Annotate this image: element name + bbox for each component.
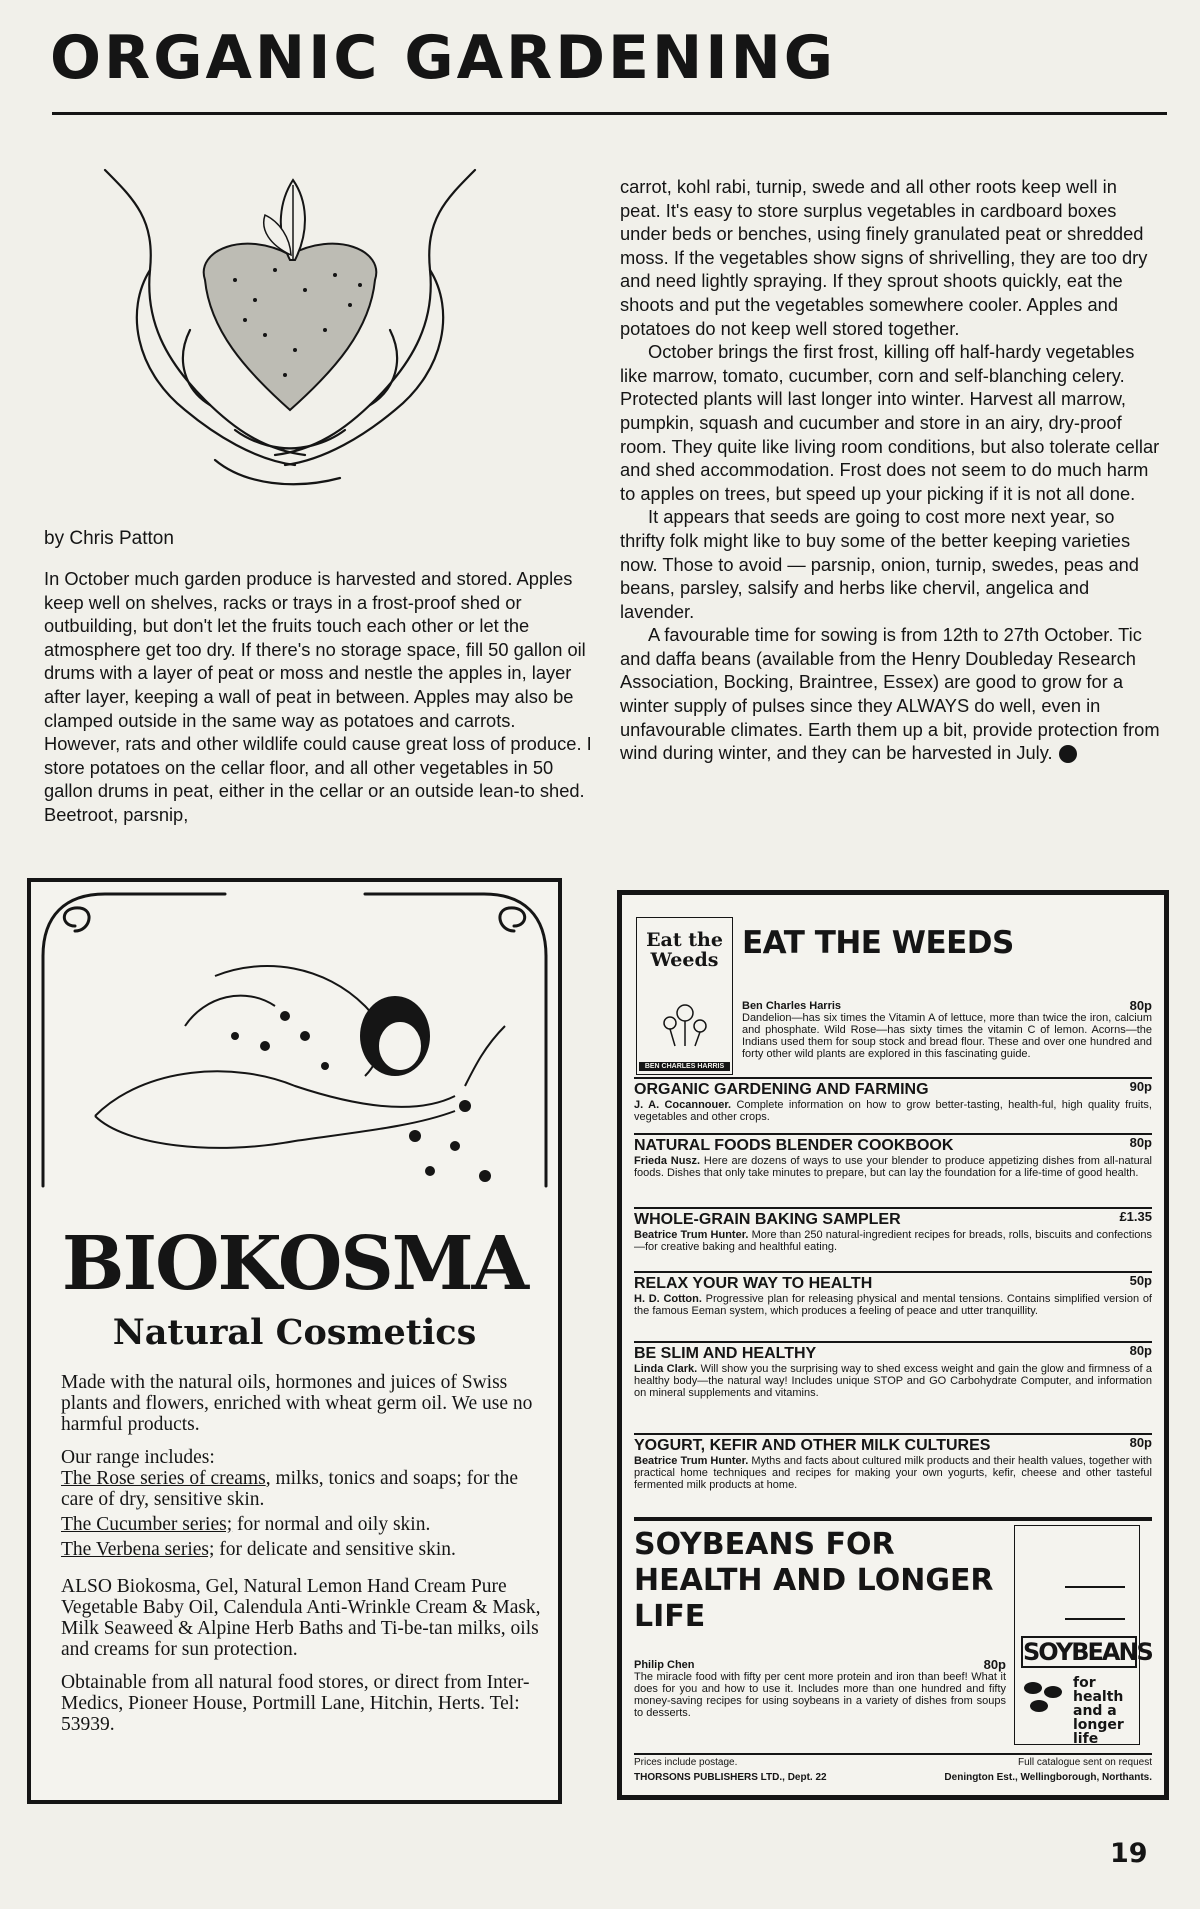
book-listing (634, 1345, 1152, 1399)
divider (634, 1341, 1152, 1343)
article-paragraph: October brings the first frost, killing off half-hardy vegetables like marrow, tomato, cucumber, corn and self-blanching celery. Protected plants will last longer into winter. Harvest all marrow, pumpkin, squash and cucumber and store in an airy, dry-proof room. They quite like living room conditions, but also tolerate cellar and shed accommodation. Frost does not seem to do much harm to apples on trees, but speed up your picking if it is not all done. (620, 341, 1160, 504)
publisher-address: Denington Est., Wellingborough, Northants. (944, 1772, 1152, 1783)
soybean-icon (1021, 1676, 1071, 1716)
soybeans-cover (1014, 1525, 1152, 1747)
publisher-name: THORSONS PUBLISHERS LTD., Dept. 22 (634, 1772, 827, 1783)
cover-author: BEN CHARLES HARRIS (639, 1062, 730, 1071)
book-description: Myths and facts about cultured milk products and their health values, together with practical home techniques and recipes for making your own yogurts, kefir, cheese and other tasteful fermented milk products at home. (634, 1455, 1152, 1491)
book-author: J. A. Cocannouer. (634, 1099, 732, 1111)
book-price: 80p (983, 1657, 1006, 1672)
book-listing (634, 1437, 1152, 1491)
book-price: 50p (1129, 1273, 1152, 1288)
book-price: £1.35 (1119, 1209, 1152, 1224)
book-description: Dandelion—has six times the Vitamin A of lettuce, more than twice the iron, calcium and phosphate. Wild Rose—has sixty times the vitamin C of lemon. Acorns—the Indians used them for soup stock and bread flour. These and over one hundred and forty other wild plants are explored in this fascinating guide. (742, 1012, 1152, 1060)
range-item-name: The Rose series of creams (61, 1468, 266, 1489)
book-title: BE SLIM AND HEALTHY (634, 1345, 817, 1362)
cover-title: Eat the Weeds (646, 929, 723, 971)
range-item-name: The Cucumber series; (61, 1514, 233, 1535)
article-paragraph: In October much garden produce is harvested and stored. Apples keep well on shelves, racks or trays in a frost-proof shed or outbuilding, but don't let the fruits touch each other or let the atmosphere get too dry. If there's no storage space, fill 50 gallon oil drums with a layer of peat or moss and nestle the apples in, layer after layer, keeping a wall of peat in between. Apples may also be clamped outside in the same way as potatoes and carrots. However, rats and other wildlife could cause great loss of produce. I store potatoes on the cellar floor, and all other vegetables in 50 gallon drums in peat, either in the cellar or an outside lean-to shed. Beetroot, parsnip, (44, 568, 592, 825)
biokosma-ad (27, 878, 562, 1804)
book-author: Linda Clark. (634, 1363, 698, 1375)
book-listing (634, 1081, 1152, 1123)
cover-tagline: for health and a longer life (1073, 1675, 1124, 1747)
book-description: More than 250 natural-ingredient recipes for breads, rolls, biscuits and confections—for creative baking and healthful eating. (634, 1229, 1152, 1253)
book-price: 80p (1129, 1435, 1152, 1450)
range-item-text: for normal and oily skin. (232, 1514, 431, 1535)
flower-icon (655, 988, 715, 1048)
eat-the-weeds-listing (742, 1000, 1152, 1060)
biokosma-also: ALSO Biokosma, Gel, Natural Lemon Hand Cream Pure Vegetable Baby Oil, Calendula Anti-Wrinkle Cream & Mask, Milk Seaweed & Alpine Herb Baths and Ti-be-tan milks, oils and creams for sun protection. (61, 1576, 541, 1660)
footer-notes (634, 1757, 1152, 1768)
divider (634, 1517, 1152, 1521)
book-author: Frieda Nusz. (634, 1155, 701, 1167)
divider (634, 1271, 1152, 1273)
book-title: NATURAL FOODS BLENDER COOKBOOK (634, 1137, 954, 1154)
footer-postage-note: Prices include postage. (634, 1757, 738, 1768)
book-listing (634, 1275, 1152, 1317)
book-price: 80p (1129, 1135, 1152, 1150)
article-paragraph: A favourable time for sowing is from 12th to 27th October. Tic and daffa beans (available from the Henry Doubleday Research Association, Bocking, Braintree, Essex) are good to grow for a winter supply of pulses since they ALWAYS do well, even in unfavourable climates. Earth them up a bit, provide protection from wind during winter, and they can be harvested in July. (620, 624, 1160, 764)
book-author: Beatrice Trum Hunter. (634, 1455, 749, 1467)
book-title: YOGURT, KEFIR AND OTHER MILK CULTURES (634, 1437, 991, 1454)
thorsons-ad (617, 890, 1169, 1800)
book-title: WHOLE-GRAIN BAKING SAMPLER (634, 1211, 901, 1228)
hands-seedling-illustration (95, 160, 485, 500)
book-description: The miracle food with fifty per cent more protein and iron than beef! What it does for you and how to use it. Includes more than one hundred and fifty money-saving recipes for using soybeans in a variety of dishes from soups to desserts. (634, 1671, 1006, 1719)
book-author: H. D. Cotton. (634, 1293, 702, 1305)
masthead-title: ORGANIC GARDENING (50, 23, 837, 93)
book-description: Will show you the surprising way to shed excess weight and gain the glow and firmness of a healthy body—the natural way! Includes unique STOP and GO Carbohydrate Computer, and information on mineral supplements and vitamins. (634, 1363, 1153, 1399)
article-paragraph: carrot, kohl rabi, turnip, swede and all other roots keep well in peat. It's easy to store surplus vegetables in cardboard boxes under beds or benches, using finely granulated peat or shredded moss. If the vegetables show signs of shrivelling, they are too dry and need lightly spraying. If they sprout shoots quickly, eat the shoots and put the vegetables somewhere cooler. Apples and potatoes do not keep well stored together. (620, 176, 1148, 339)
page-number: 19 (1110, 1838, 1148, 1869)
biokosma-body (61, 1372, 541, 1747)
article-column-left (44, 567, 594, 827)
book-author: Beatrice Trum Hunter. (634, 1229, 749, 1241)
biokosma-contact: Obtainable from all natural food stores, or direct from Inter-Medics, Pioneer House, Portmill Lane, Hitchin, Herts. Tel: 53939. (61, 1672, 530, 1735)
reclining-figure-illustration (35, 886, 554, 1196)
book-listing (634, 1211, 1152, 1253)
book-price: 80p (1129, 998, 1152, 1013)
article-paragraph: It appears that seeds are going to cost more next year, so thrifty folk might like to buy some of the better keeping varieties now. Those to avoid — parsnip, onion, turnip, swedes, peas and beans, parsley, salsify and herbs like chervil, angelica and lavender. (620, 506, 1139, 622)
book-listing (634, 1137, 1152, 1179)
book-author: Ben Charles Harris (742, 1000, 842, 1012)
byline: by Chris Patton (44, 528, 174, 549)
book-description: Progressive plan for releasing physical and mental tensions. Contains simplified version of the famous Eeman system, which produces a feeling of peace and utter tranquillity. (634, 1293, 1152, 1317)
soybeans-listing (634, 1659, 1006, 1719)
eat-the-weeds-cover (636, 917, 733, 1075)
eat-the-weeds-headline: EAT THE WEEDS (742, 925, 1014, 961)
book-description: Here are dozens of ways to use your blender to produce appetizing dishes from all-natural foods. Dishes that only take minutes to prepare, but can lay the foundation for a life-time of good health. (634, 1155, 1153, 1179)
divider (634, 1753, 1152, 1755)
divider (634, 1433, 1152, 1435)
biokosma-subtitle: Natural Cosmetics (112, 1312, 477, 1353)
range-item-text: , milks, tonics and soaps; for the care of dry, sensitive skin. (61, 1468, 519, 1510)
cover-brand: SOYBEANS (1023, 1638, 1152, 1666)
end-mark-icon: ● (1059, 745, 1077, 763)
footer-publisher (634, 1772, 1152, 1783)
article-column-right (620, 175, 1160, 765)
masthead-rule (52, 112, 1167, 115)
footer-catalogue-note: Full catalogue sent on request (1018, 1757, 1152, 1768)
divider (634, 1207, 1152, 1209)
range-item-text: for delicate and sensitive skin. (214, 1539, 456, 1560)
divider (634, 1077, 1152, 1079)
soybeans-headline: SOYBEANS FOR HEALTH AND LONGER LIFE (634, 1527, 994, 1634)
cover-rule (1065, 1586, 1125, 1620)
book-price: 80p (1129, 1343, 1152, 1358)
book-title: ORGANIC GARDENING AND FARMING (634, 1081, 929, 1098)
book-author: Philip Chen (634, 1659, 695, 1671)
book-title: RELAX YOUR WAY TO HEALTH (634, 1275, 873, 1292)
biokosma-brand: BIOKOSMA (61, 1221, 528, 1307)
range-item-name: The Verbena series; (61, 1539, 215, 1560)
biokosma-range-heading: Our range includes: (61, 1447, 215, 1468)
divider (634, 1133, 1152, 1135)
biokosma-intro: Made with the natural oils, hormones and juices of Swiss plants and flowers, enriched with wheat germ oil. We use no harmful products. (61, 1372, 533, 1435)
book-price: 90p (1129, 1079, 1152, 1094)
book-description: Complete information on how to grow better-tasting, health-ful, high quality fruits, vegetables and other crops. (634, 1099, 1152, 1123)
